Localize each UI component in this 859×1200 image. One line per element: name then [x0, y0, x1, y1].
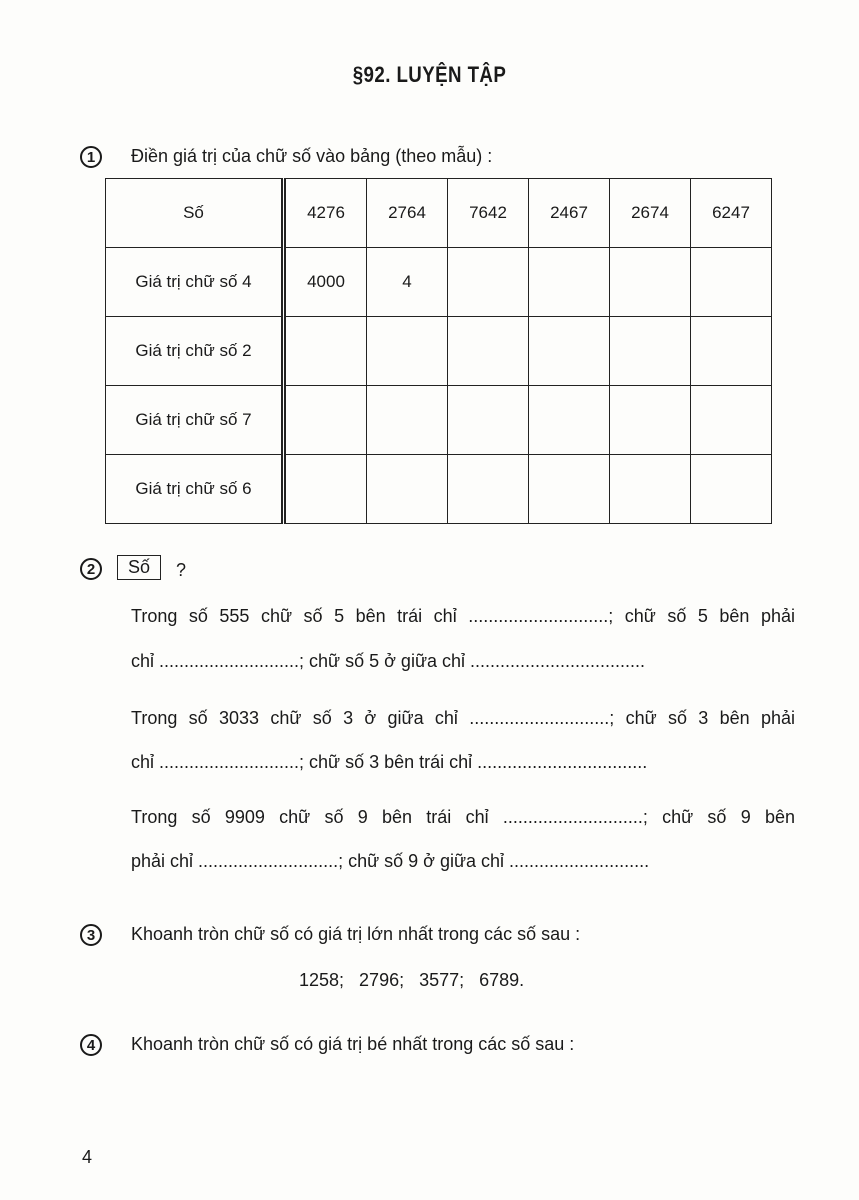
- table-cell[interactable]: [610, 386, 691, 455]
- table-header-row: [106, 179, 772, 248]
- row-label: Giá trị chữ số 2: [106, 317, 284, 386]
- fill-line: Trong số 555 chữ số 5 bên trái chỉ ............................; chữ số 5 bên phải: [131, 606, 795, 626]
- table-cell[interactable]: [367, 455, 448, 524]
- table-cell: Số: [106, 179, 284, 248]
- fill-line: phải chỉ ............................; chữ số 9 ở giữa chỉ ............................: [131, 851, 650, 871]
- answer-box-label: Số: [117, 555, 161, 580]
- digit-value-table: [105, 178, 772, 524]
- exercise-3-prompt: Khoanh tròn chữ số có giá trị lớn nhất trong các số sau :: [131, 924, 581, 944]
- table-cell[interactable]: [284, 455, 367, 524]
- table-cell[interactable]: [610, 455, 691, 524]
- exercise-number-1: 1: [80, 146, 102, 168]
- row-label: Giá trị chữ số 4: [106, 248, 284, 317]
- table-cell: 6247: [691, 179, 772, 248]
- exercise-number-2: 2: [80, 558, 102, 580]
- table-cell: 4000: [284, 248, 367, 317]
- table-row: [106, 386, 772, 455]
- table-cell[interactable]: [610, 248, 691, 317]
- table-cell: 2674: [610, 179, 691, 248]
- table-cell[interactable]: [691, 455, 772, 524]
- table-cell: 7642: [448, 179, 529, 248]
- table-cell[interactable]: [284, 386, 367, 455]
- fill-line: chỉ ............................; chữ số 3 bên trái chỉ ..................................: [131, 752, 648, 772]
- page-number: 4: [82, 1147, 93, 1167]
- table-cell[interactable]: [448, 386, 529, 455]
- question-mark: ?: [176, 560, 187, 580]
- table-cell[interactable]: [529, 386, 610, 455]
- exercise-number-3: 3: [80, 924, 102, 946]
- fill-line: Trong số 3033 chữ số 3 ở giữa chỉ ............................; chữ số 3 bên phải: [131, 708, 795, 728]
- row-label: Giá trị chữ số 6: [106, 455, 284, 524]
- table-cell[interactable]: [691, 248, 772, 317]
- table-cell[interactable]: [448, 317, 529, 386]
- fill-line: chỉ ............................; chữ số 5 ở giữa chỉ ...................................: [131, 651, 646, 671]
- table-cell[interactable]: [529, 317, 610, 386]
- exercise-number-4: 4: [80, 1034, 102, 1056]
- fill-line: Trong số 9909 chữ số 9 bên trái chỉ ............................; chữ số 9 bên: [131, 807, 795, 827]
- table-cell[interactable]: [610, 317, 691, 386]
- table-cell[interactable]: [529, 248, 610, 317]
- table-cell: 2467: [529, 179, 610, 248]
- table-cell: 4: [367, 248, 448, 317]
- table-row: [106, 455, 772, 524]
- exercise-4-prompt: Khoanh tròn chữ số có giá trị bé nhất trong các số sau :: [131, 1034, 575, 1054]
- table-row: [106, 248, 772, 317]
- table-row: [106, 317, 772, 386]
- table-cell[interactable]: [448, 248, 529, 317]
- exercise-1-prompt: Điền giá trị của chữ số vào bảng (theo mẫu) :: [131, 146, 493, 166]
- table-cell[interactable]: [448, 455, 529, 524]
- table-cell[interactable]: [284, 317, 367, 386]
- table-cell[interactable]: [529, 455, 610, 524]
- table-cell[interactable]: [367, 386, 448, 455]
- table-cell[interactable]: [691, 386, 772, 455]
- page-title: §92. LUYỆN TẬP: [352, 62, 507, 87]
- table-cell: 2764: [367, 179, 448, 248]
- table-cell[interactable]: [367, 317, 448, 386]
- table-cell: 4276: [284, 179, 367, 248]
- exercise-3-numbers: 1258; 2796; 3577; 6789.: [299, 970, 525, 990]
- row-label: Giá trị chữ số 7: [106, 386, 284, 455]
- table-cell[interactable]: [691, 317, 772, 386]
